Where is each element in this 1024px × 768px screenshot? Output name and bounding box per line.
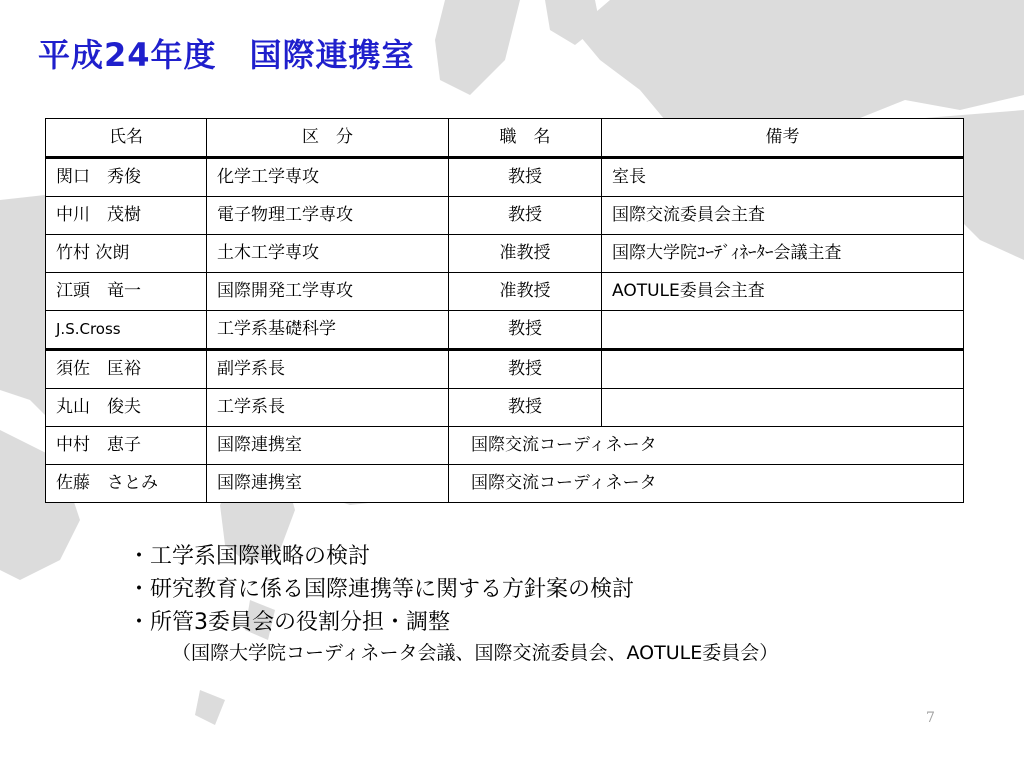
cell-note xyxy=(602,350,964,389)
table-row xyxy=(46,465,964,503)
bullet-sub-note: （国際大学院コーディネータ会議、国際交流委員会、AOTULE委員会） xyxy=(172,642,779,664)
header-category: 区 分 xyxy=(207,119,449,158)
cell-position: 准教授 xyxy=(449,235,602,273)
cell-name: 中川 茂樹 xyxy=(46,197,207,235)
cell-name: 丸山 俊夫 xyxy=(46,389,207,427)
cell-category: 工学系長 xyxy=(207,389,449,427)
cell-category: 工学系基礎科学 xyxy=(207,311,449,350)
cell-position: 准教授 xyxy=(449,273,602,311)
header-position: 職 名 xyxy=(449,119,602,158)
cell-name: 竹村 次朗 xyxy=(46,235,207,273)
cell-category: 化学工学専攻 xyxy=(207,158,449,197)
cell-category: 副学系長 xyxy=(207,350,449,389)
table-row xyxy=(46,389,964,427)
cell-position: 教授 xyxy=(449,197,602,235)
cell-note xyxy=(602,389,964,427)
cell-name: 中村 恵子 xyxy=(46,427,207,465)
cell-position: 教授 xyxy=(449,350,602,389)
slide-title: 平成24年度 国際連携室 xyxy=(38,36,415,74)
cell-note: AOTULE委員会主査 xyxy=(602,273,964,311)
cell-note: 室長 xyxy=(602,158,964,197)
cell-name: 関口 秀俊 xyxy=(46,158,207,197)
table-row xyxy=(46,350,964,389)
cell-note: 国際大学院ｺｰﾃﾞｨﾈｰﾀｰ会議主査 xyxy=(602,235,964,273)
header-name: 氏名 xyxy=(46,119,207,158)
table-row xyxy=(46,235,964,273)
table-row xyxy=(46,273,964,311)
cell-position: 教授 xyxy=(449,389,602,427)
cell-category: 国際開発工学専攻 xyxy=(207,273,449,311)
cell-category: 土木工学専攻 xyxy=(207,235,449,273)
cell-name: 佐藤 さとみ xyxy=(46,465,207,503)
bullet-item: ・工学系国際戦略の検討 xyxy=(128,544,371,569)
table-row xyxy=(46,427,964,465)
cell-category: 国際連携室 xyxy=(207,465,449,503)
header-notes: 備考 xyxy=(602,119,964,158)
cell-name: 須佐 匡裕 xyxy=(46,350,207,389)
bullet-list xyxy=(128,540,778,667)
member-table xyxy=(45,118,964,503)
cell-role-note: 国際交流コーディネータ xyxy=(449,427,964,465)
table-row xyxy=(46,158,964,197)
cell-position: 教授 xyxy=(449,158,602,197)
page-number: 7 xyxy=(926,710,935,726)
cell-name: 江頭 竜一 xyxy=(46,273,207,311)
bullet-item: ・研究教育に係る国際連携等に関する方針案の検討 xyxy=(128,577,635,602)
cell-category: 国際連携室 xyxy=(207,427,449,465)
table-row xyxy=(46,197,964,235)
cell-name: J.S.Cross xyxy=(46,311,207,350)
cell-category: 電子物理工学専攻 xyxy=(207,197,449,235)
table-row xyxy=(46,311,964,350)
cell-note xyxy=(602,311,964,350)
table-header-row xyxy=(46,119,964,158)
cell-position: 教授 xyxy=(449,311,602,350)
cell-note: 国際交流委員会主査 xyxy=(602,197,964,235)
bullet-item: ・所管3委員会の役割分担・調整 xyxy=(128,610,450,635)
cell-role-note: 国際交流コーディネータ xyxy=(449,465,964,503)
